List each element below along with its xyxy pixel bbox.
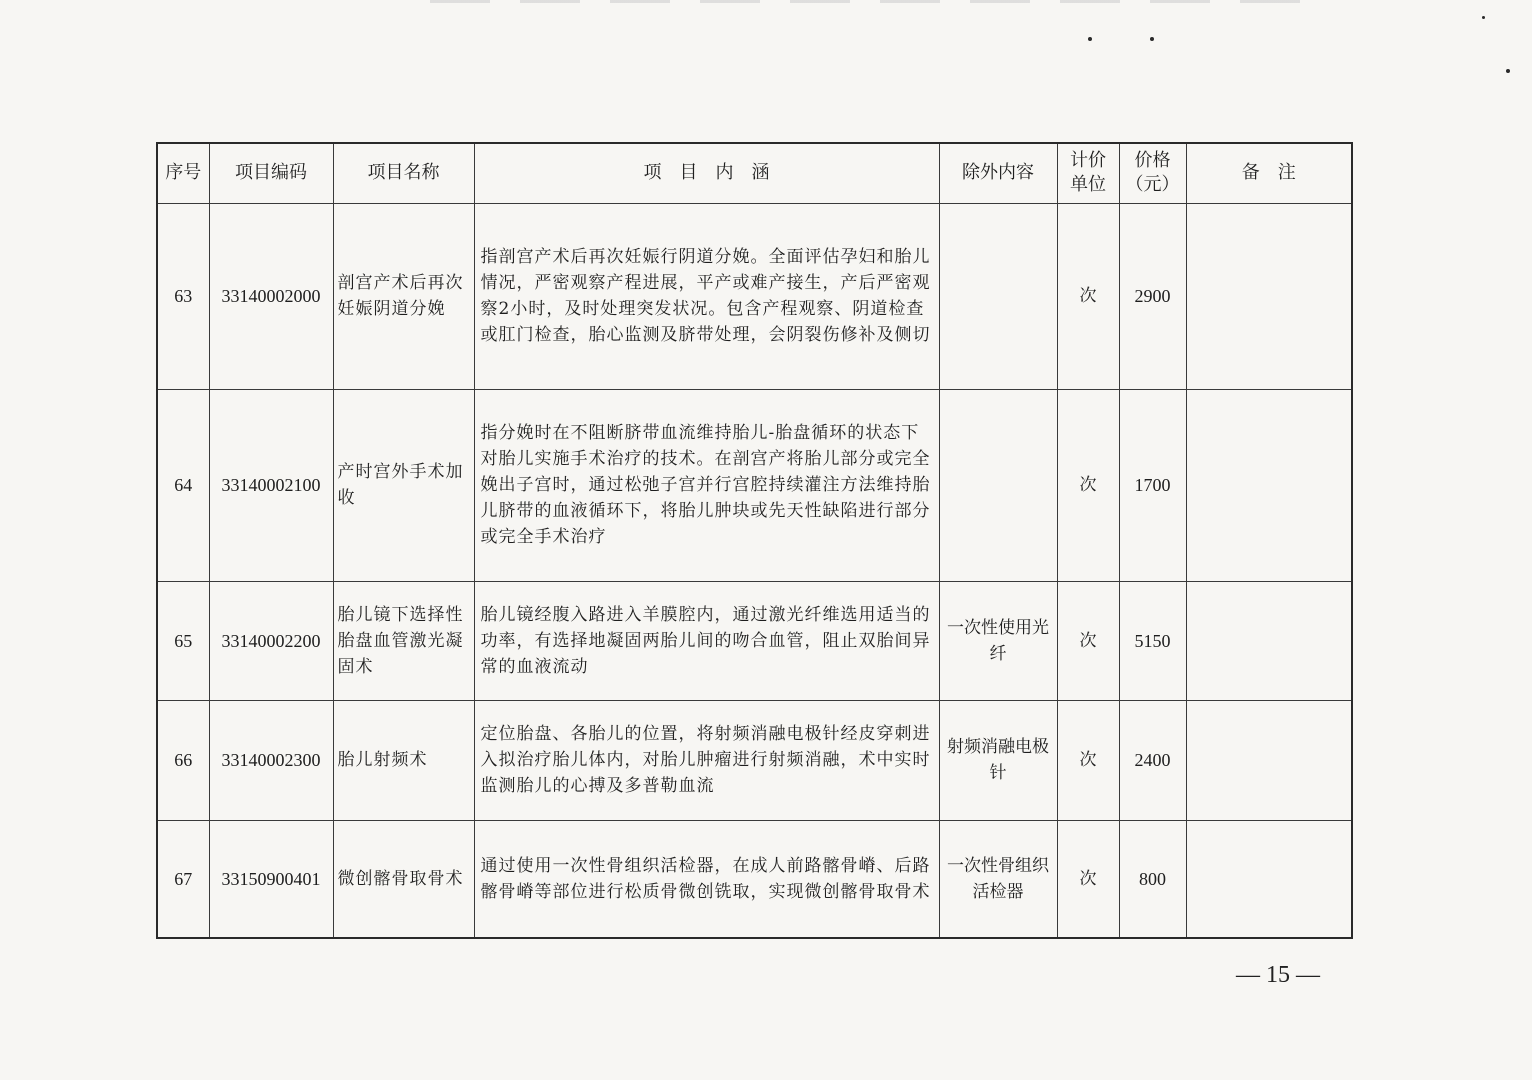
table-row: [157, 389, 1352, 581]
table-row: [157, 700, 1352, 820]
cell-seq: 66: [157, 700, 209, 820]
scan-speck: [1482, 16, 1485, 19]
cell-name: 剖宫产术后再次妊娠阴道分娩: [333, 203, 474, 389]
cell-code: 33140002300: [209, 700, 333, 820]
cell-name: 产时宫外手术加收: [333, 389, 474, 581]
cell-content: 指分娩时在不阻断脐带血流维持胎儿-胎盘循环的状态下对胎儿实施手术治疗的技术。在剖宫产将胎儿部分或完全娩出子宫时，通过松弛子宫并行宫腔持续灌注方法维持胎儿脐带的血液循环下，将胎儿肿块或先天性缺陷进行部分或完全手术治疗: [474, 389, 939, 581]
cell-remarks: [1186, 820, 1352, 938]
header-remarks: 备 注: [1186, 143, 1352, 203]
cell-content: 定位胎盘、各胎儿的位置，将射频消融电极针经皮穿刺进入拟治疗胎儿体内，对胎儿肿瘤进行射频消融，术中实时监测胎儿的心搏及多普勒血流: [474, 700, 939, 820]
cell-excluded: 一次性使用光纤: [939, 581, 1057, 700]
header-unit: 计价单位: [1057, 143, 1119, 203]
scan-speck: [1506, 69, 1510, 73]
cell-seq: 67: [157, 820, 209, 938]
table-row: [157, 203, 1352, 389]
page-number: — 15 —: [1236, 962, 1320, 988]
cell-unit: 次: [1057, 203, 1119, 389]
header-seq: 序号: [157, 143, 209, 203]
cell-seq: 65: [157, 581, 209, 700]
cell-name: 微创髂骨取骨术: [333, 820, 474, 938]
header-name: 项目名称: [333, 143, 474, 203]
header-content: 项 目 内 涵: [474, 143, 939, 203]
cell-content: 指剖宫产术后再次妊娠行阴道分娩。全面评估孕妇和胎儿情况，严密观察产程进展，平产或难产接生，产后严密观察2小时，及时处理突发状况。包含产程观察、阴道检查或肛门检查，胎心监测及脐带处理，会阴裂伤修补及侧切: [474, 203, 939, 389]
cell-price: 5150: [1119, 581, 1186, 700]
cell-code: 33140002100: [209, 389, 333, 581]
cell-excluded: 射频消融电极针: [939, 700, 1057, 820]
cell-remarks: [1186, 389, 1352, 581]
cell-seq: 64: [157, 389, 209, 581]
cell-code: 33140002000: [209, 203, 333, 389]
cell-price: 800: [1119, 820, 1186, 938]
cell-price: 1700: [1119, 389, 1186, 581]
header-excluded: 除外内容: [939, 143, 1057, 203]
cell-content: 胎儿镜经腹入路进入羊膜腔内，通过激光纤维选用适当的功率，有选择地凝固两胎儿间的吻合血管，阻止双胎间异常的血液流动: [474, 581, 939, 700]
cell-remarks: [1186, 581, 1352, 700]
cell-unit: 次: [1057, 389, 1119, 581]
scan-artifact: [430, 0, 1310, 3]
table-row: [157, 581, 1352, 700]
table-row: [157, 820, 1352, 938]
cell-excluded: 一次性骨组织活检器: [939, 820, 1057, 938]
cell-price: 2400: [1119, 700, 1186, 820]
header-price: 价格（元）: [1119, 143, 1186, 203]
cell-name: 胎儿射频术: [333, 700, 474, 820]
cell-unit: 次: [1057, 581, 1119, 700]
cell-name: 胎儿镜下选择性胎盘血管激光凝固术: [333, 581, 474, 700]
cell-code: 33150900401: [209, 820, 333, 938]
header-row: [157, 143, 1352, 203]
cell-code: 33140002200: [209, 581, 333, 700]
cell-unit: 次: [1057, 820, 1119, 938]
header-code: 项目编码: [209, 143, 333, 203]
cell-remarks: [1186, 700, 1352, 820]
cell-content: 通过使用一次性骨组织活检器，在成人前路髂骨嵴、后路髂骨嵴等部位进行松质骨微创铣取，实现微创髂骨取骨术: [474, 820, 939, 938]
scan-speck: [1088, 37, 1092, 41]
cell-seq: 63: [157, 203, 209, 389]
cell-unit: 次: [1057, 700, 1119, 820]
price-table: [156, 142, 1353, 939]
scan-speck: [1150, 37, 1154, 41]
cell-excluded: [939, 389, 1057, 581]
cell-remarks: [1186, 203, 1352, 389]
cell-excluded: [939, 203, 1057, 389]
cell-price: 2900: [1119, 203, 1186, 389]
